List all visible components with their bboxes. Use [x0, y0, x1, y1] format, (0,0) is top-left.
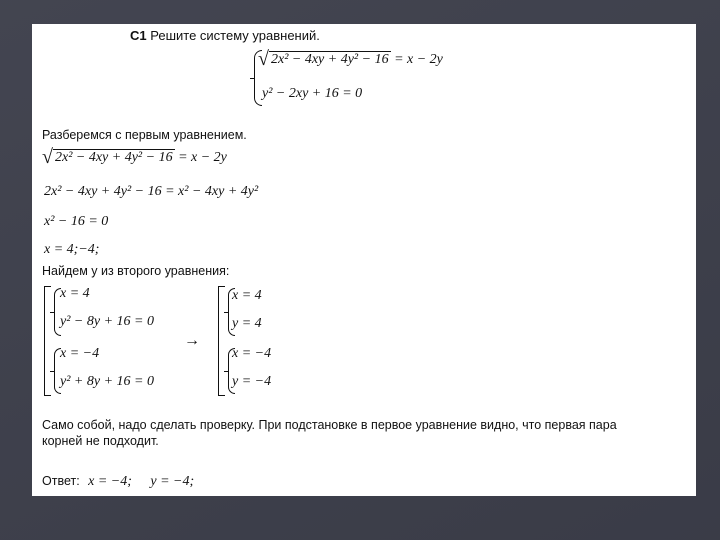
check-line2: корней не подходит. [42, 434, 159, 448]
res1-x: x = 4 [232, 288, 262, 303]
check-line1: Само собой, надо сделать проверку. При подстановке в первое уравнение видно, что первая пара [42, 418, 617, 432]
task-heading [130, 28, 320, 43]
answer-x: x = −4; [88, 474, 132, 489]
system-eq2: y² − 2xy + 16 = 0 [262, 86, 363, 101]
step1-line3: x² − 16 = 0 [44, 214, 109, 229]
res2-y: y = −4 [232, 374, 272, 389]
answer-label: Ответ: [42, 474, 80, 488]
step1-line1: √ 2x² − 4xy + 4y² − 16 = x − 2y [42, 146, 227, 168]
system-eq1: √ 2x² − 4xy + 4y² − 16 = x − 2y [258, 48, 443, 70]
answer [42, 472, 194, 490]
right-set-bracket [218, 286, 225, 396]
step2-intro: Найдем у из второго уравнения: [42, 264, 230, 278]
res2-x: x = −4 [232, 346, 272, 361]
case2-x: x = −4 [60, 346, 100, 361]
left-set-bracket [44, 286, 51, 396]
task-label: С1 [130, 28, 147, 43]
step1-line2: 2x² − 4xy + 4y² − 16 = x² − 4xy + 4y² [44, 184, 259, 199]
step1-line1-rhs: = x − 2y [178, 150, 227, 165]
case1-eq: y² − 8y + 16 = 0 [60, 314, 154, 329]
system-eq1-rhs: = x − 2y [394, 52, 443, 67]
implies-arrow: → [184, 332, 200, 349]
step1-line4: x = 4;−4; [44, 242, 100, 257]
step1-line1-radicand: 2x² − 4xy + 4y² − 16 [54, 150, 173, 165]
system-eq1-radicand: 2x² − 4xy + 4y² − 16 [270, 52, 389, 67]
step1-intro: Разберемся с первым уравнением. [42, 128, 247, 142]
case2-eq: y² + 8y + 16 = 0 [60, 374, 154, 389]
document-page [32, 24, 696, 496]
case1-x: x = 4 [60, 286, 90, 301]
task-text: Решите систему уравнений. [150, 28, 320, 43]
answer-y: y = −4; [150, 474, 195, 489]
res1-y: y = 4 [232, 316, 262, 331]
